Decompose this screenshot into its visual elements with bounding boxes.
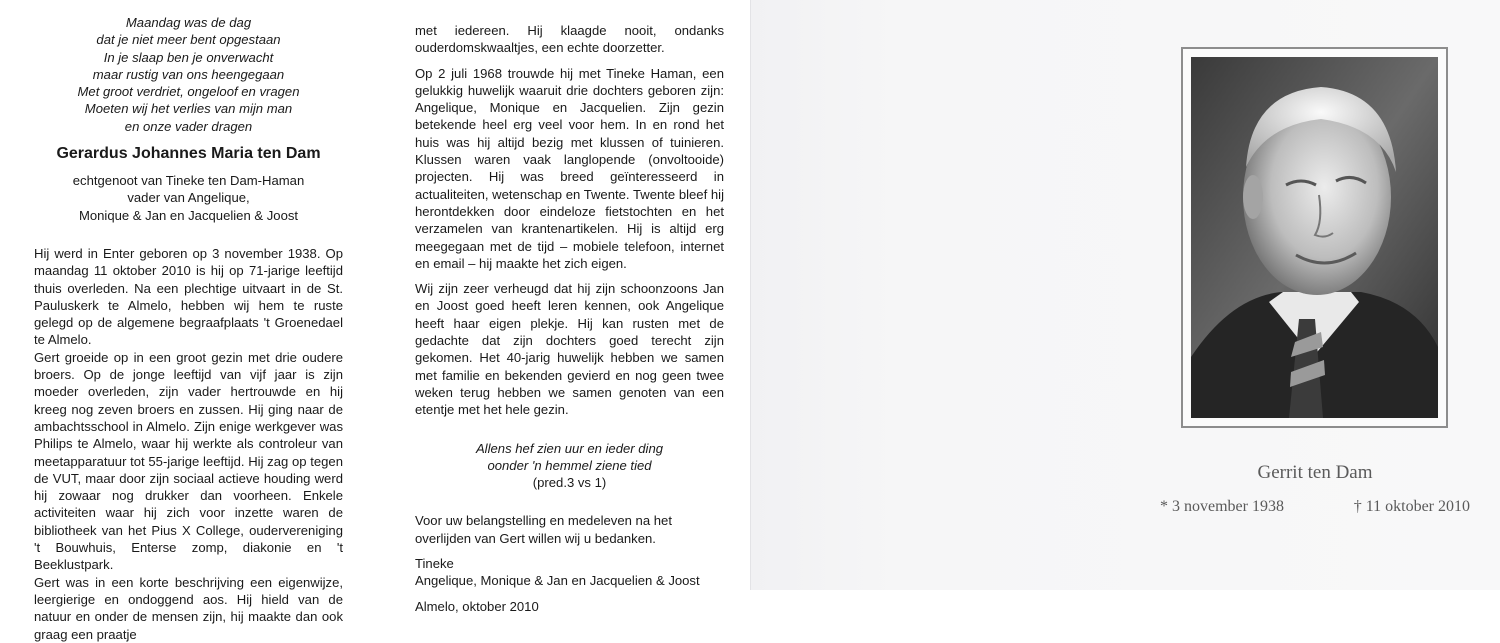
bio-paragraph: Op 2 juli 1968 trouwde hij met Tineke Haman, een gelukkig huwelijk waaruit drie dochters geboren zijn: Angelique, Monique en Jacquelien. Zijn gezin betekende heel erg veel voor hem. In en rond het huis was hij altijd bezig met klussen of tuinieren. Klussen waren vaak langlopende (onvoltooide) projecten. Hij was breed geïnteresseerd in actualiteiten, wetenschap en Twente. Twente bleef hij herontdekken door eindeloze fietstochten en het verzamelen van krantenartikelen. Hij is altijd erg meegegaan met de tijd – mobiele telefoon, internet en email – hij maakte het zich eigen.: [415, 65, 724, 271]
bio-paragraph: Gert groeide op in een groot gezin met drie oudere broers. Op de jonge leeftijd van vijf jaar is zijn moeder overleden, zijn vader hertrouwde en hij kreeg nog zeven broers en zussen. Hij ging naar de ambachtsschool in Almelo. Zijn enige werkgever was Philips te Almelo, waar hij werkte als controleur van meetapparatuur tot 55-jarige leeftijd. Hij zag op tegen de VUT, maar door zijn sociaal actieve houding werd hij zowaar nog drukker dan voorheen. Enkele activiteiten waar hij zich voor inzette waren de bibliotheek van het Pius X College, oudervereniging 't Bouwhuis, Enterse zomp, diakonie en 't Beeklustpark.: [34, 349, 343, 573]
left-page: [0, 0, 750, 642]
poem: [34, 14, 343, 135]
relations: [34, 172, 343, 224]
thanks-text: Voor uw belangstelling en medeleven na het overlijden van Gert willen wij u bedanken.: [415, 513, 672, 546]
signature-line: Tineke: [415, 556, 454, 572]
quote: [415, 440, 724, 492]
poem-line: dat je niet meer bent opgestaan: [96, 32, 281, 48]
portrait-illustration: [1191, 57, 1438, 418]
bio-paragraph: Hij werd in Enter geboren op 3 november 1938. Op maandag 11 oktober 2010 is hij op 71-jarige leeftijd thuis overleden. Na een plechtige uitvaart in de St. Pauluskerk te Almelo, hebben wij hem te ruste gelegd op de algemene begraafplaats 't Groenedael te Almelo.: [34, 245, 343, 348]
place-date: Almelo, oktober 2010: [415, 598, 539, 614]
relation-line: Monique & Jan en Jacquelien & Joost: [78, 207, 299, 223]
poem-line: Met groot verdriet, ongeloof en vragen: [77, 84, 300, 100]
poem-line: en onze vader dragen: [124, 118, 253, 134]
full-name: Gerardus Johannes Maria ten Dam: [56, 145, 321, 163]
text-column-2: [415, 22, 724, 615]
relation-line: echtgenoot van Tineke ten Dam-Haman: [72, 173, 305, 189]
death-date: † 11 oktober 2010: [1353, 498, 1470, 515]
quote-reference: (pred.3 vs 1): [532, 475, 607, 491]
poem-line: In je slaap ben je onverwacht: [103, 49, 274, 65]
relation-line: vader van Angelique,: [127, 190, 250, 206]
text-column-1: [34, 14, 343, 643]
signature-line: Angelique, Monique & Jan en Jacquelien & Joost: [415, 573, 700, 589]
quote-line: Allens hef zien uur en ieder ding: [475, 440, 664, 456]
poem-line: Maandag was de dag: [125, 15, 252, 30]
bio-paragraph: Gert was in een korte beschrijving een eigenwijze, leergierige en ondoggend aos. Hij hield van de natuur en onder de mensen zijn, hij maakte dan ook graag een praatje: [34, 574, 343, 642]
portrait-frame: [1181, 47, 1448, 428]
birth-date: * 3 november 1938: [1160, 498, 1284, 515]
deceased-name: Gerrit ten Dam: [1257, 462, 1373, 483]
signature: [415, 555, 724, 590]
quote-line: oonder 'n hemmel ziene tied: [487, 457, 652, 473]
portrait-photo: [1191, 57, 1438, 418]
bio-paragraph: Wij zijn zeer verheugd dat hij zijn schoonzoons Jan en Joost goed heeft leren kennen, ook Angelique heeft haar eigen plekje. Hij kan rusten met de gedachte dat zijn dochters goed terecht zijn gekomen. Het 40-jarig huwelijk hebben we samen met familie en bekenden gevierd en nog geen twee weken terug hebben we samen genoten van een etentje met het hele gezin.: [415, 281, 724, 418]
bio-paragraph: met iedereen. Hij klaagde nooit, ondanks ouderdomskwaaltjes, een echte doorzetter.: [415, 23, 724, 56]
poem-line: Moeten wij het verlies van mijn man: [84, 101, 293, 117]
poem-line: maar rustig van ons heengegaan: [92, 66, 285, 82]
